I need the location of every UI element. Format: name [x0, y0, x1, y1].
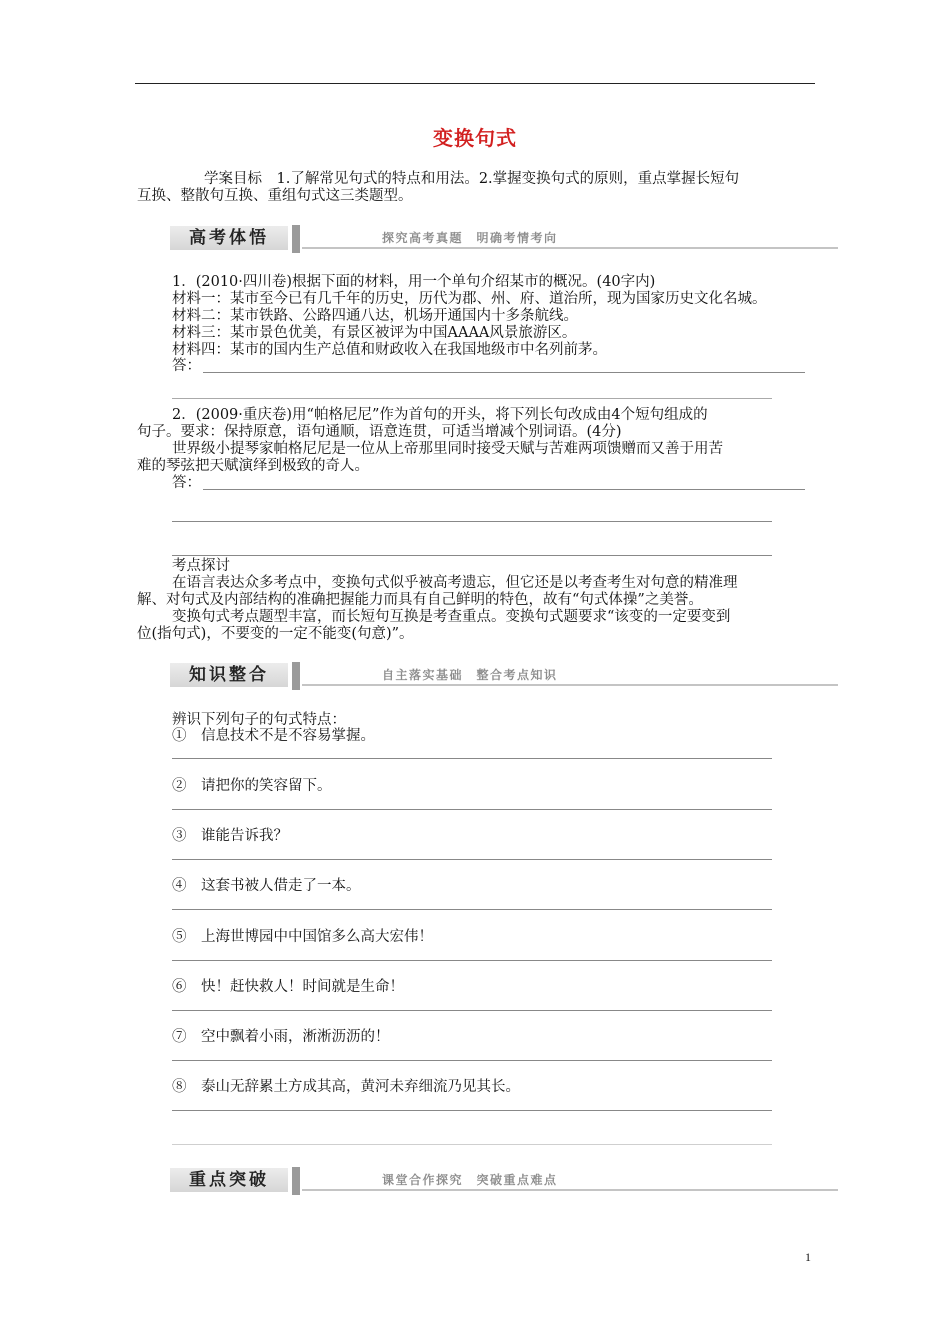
analysis-p1-line-2: 解、对句式及内部结构的准确把握能力而具有自己鲜明的特色，故有“句式体操”之美誉。 — [137, 592, 703, 608]
item-answer-line[interactable] — [172, 960, 772, 961]
analysis-p2-line-2: 位(指句式)，不要变的一定不能变(句意)”。 — [137, 626, 414, 642]
q1-material-4: 材料四：某市的国内生产总值和财政收入在我国地级市中名列前茅。 — [172, 342, 607, 358]
list-item: ④ 这套书被人借走了一本。 — [172, 878, 361, 894]
banner-subtitle: 探究高考真题 明确考情考向 — [382, 231, 558, 245]
knowledge-intro: 辨识下列句子的句式特点： — [172, 712, 346, 728]
list-item: ⑧ 泰山无辞累土方成其高，黄河未弃细流乃见其长。 — [172, 1079, 520, 1095]
objectives-line-1: 学案目标 1.了解常见句式的特点和用法。2.掌握变换句式的原则，重点掌握长短句 — [204, 171, 740, 187]
analysis-heading: 考点探讨 — [172, 558, 230, 574]
q2-answer-line-2[interactable] — [172, 521, 772, 522]
banner-bar — [292, 225, 300, 253]
banner-label: 知识整合 — [170, 663, 288, 687]
q2-text-line-2: 难的琴弦把天赋演绎到极致的奇人。 — [137, 458, 369, 474]
item-answer-line[interactable] — [172, 809, 772, 810]
q2-prompt-line-2: 句子。要求：保持原意，语句通顺，语意连贯，可适当增减个别词语。(4分) — [137, 424, 622, 440]
banner-label: 重点突破 — [170, 1168, 288, 1192]
list-item: ⑥ 快！赶快救人！时间就是生命！ — [172, 979, 404, 995]
q1-answer-label: 答： — [172, 358, 201, 374]
list-item: ① 信息技术不是不容易掌握。 — [172, 728, 375, 744]
list-item: ③ 谁能告诉我？ — [172, 828, 288, 844]
section-banner-focus — [170, 1168, 838, 1194]
analysis-p2-line-1: 变换句式考点题型丰富，而长短句互换是考查重点。变换句式题要求“该变的一定要变到 — [172, 609, 731, 625]
q2-answer-label: 答： — [172, 475, 201, 491]
q1-material-1: 材料一：某市至今已有几千年的历史，历代为郡、州、府、道治所，现为国家历史文化名城。 — [172, 291, 767, 307]
item-answer-line[interactable] — [172, 909, 772, 910]
banner-rule — [302, 1189, 838, 1191]
q2-prompt-line-1: 2．(2009·重庆卷)用“帕格尼尼”作为首句的开头，将下列长句改成由4个短句组成的 — [172, 407, 708, 423]
section-banner-knowledge — [170, 663, 838, 689]
list-item: ⑦ 空中飘着小雨，淅淅沥沥的！ — [172, 1029, 390, 1045]
item-answer-line[interactable] — [172, 1010, 772, 1011]
list-item: ② 请把你的笑容留下。 — [172, 778, 332, 794]
q2-text-line-1: 世界级小提琴家帕格尼尼是一位从上帝那里同时接受天赋与苦难两项馈赠而又善于用苦 — [172, 441, 723, 457]
item-answer-line[interactable] — [172, 758, 772, 759]
q1-prompt: 1．(2010·四川卷)根据下面的材料，用一个单句介绍某市的概况。(40字内) — [172, 274, 656, 290]
page-title: 变换句式 — [433, 126, 517, 150]
list-item: ⑤ 上海世博园中中国馆多么高大宏伟！ — [172, 929, 433, 945]
objectives-line-2: 互换、整散句互换、重组句式这三类题型。 — [137, 188, 413, 204]
item-answer-line[interactable] — [172, 1110, 772, 1111]
banner-rule — [302, 684, 838, 686]
q1-material-2: 材料二：某市铁路、公路四通八达，机场开通国内十多条航线。 — [172, 308, 578, 324]
analysis-p1-line-1: 在语言表达众多考点中，变换句式似乎被高考遗忘，但它还是以考查考生对句意的精准理 — [172, 575, 738, 591]
banner-subtitle: 课堂合作探究 突破重点难点 — [382, 1173, 558, 1187]
q1-material-3: 材料三：某市景色优美，有景区被评为中国AAAA风景旅游区。 — [172, 325, 577, 341]
banner-label: 高考体悟 — [170, 226, 288, 250]
q1-answer-line-2[interactable] — [172, 398, 772, 399]
q2-answer-line-1[interactable] — [203, 489, 805, 490]
section-banner-gaokao — [170, 226, 838, 252]
banner-bar — [292, 662, 300, 690]
q1-answer-line[interactable] — [203, 372, 805, 373]
item-answer-line[interactable] — [172, 859, 772, 860]
banner-rule — [302, 247, 838, 249]
banner-subtitle: 自主落实基础 整合考点知识 — [382, 668, 558, 682]
section-separator — [172, 1144, 772, 1145]
page-number: 1 — [805, 1250, 811, 1264]
header-rule — [135, 83, 815, 84]
banner-bar — [292, 1167, 300, 1195]
item-answer-line[interactable] — [172, 1060, 772, 1061]
q2-answer-line-3[interactable] — [172, 555, 772, 556]
